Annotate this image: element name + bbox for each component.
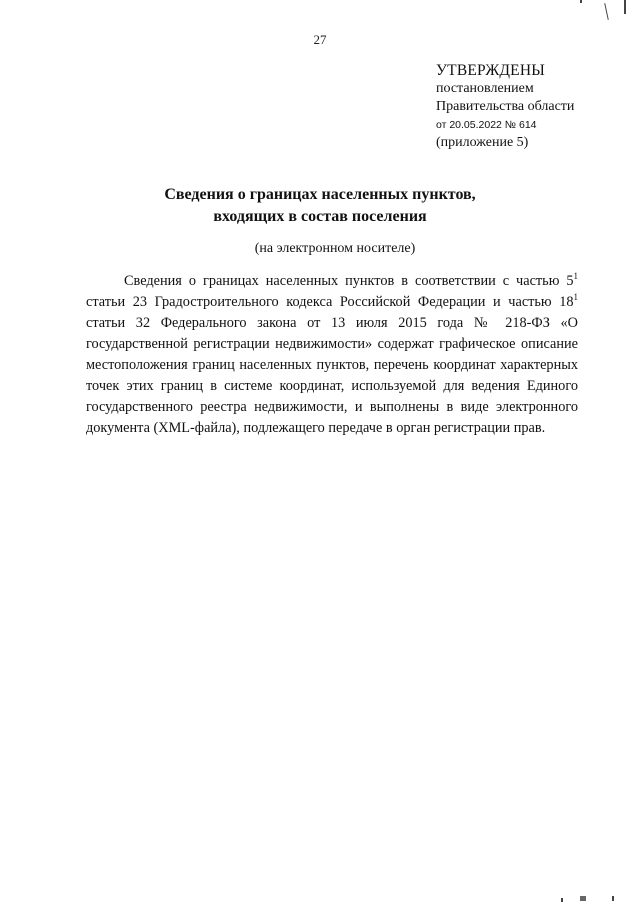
body-paragraph bbox=[86, 271, 578, 439]
approval-date-number: от 20.05.2022 № 614 bbox=[436, 119, 537, 131]
body-text-part-3: статьи 32 Федерального закона от 13 июля 2015 года № 218-ФЗ «О государственной регистрации недвижимости» содержат графическое описание местоположения границ населенных пунктов, перечень координат характерных точек этих границ в системе координат, используемой для ведения Единого государственного реестра недвижимости, и выполнены в виде электронного документа (XML-файла), подлежащего передаче в орган регистрации прав. bbox=[86, 315, 578, 436]
scan-mark-top-right-1 bbox=[604, 3, 609, 20]
approval-government: Правительства области bbox=[436, 99, 575, 114]
superscript-1: 1 bbox=[573, 271, 578, 282]
approval-block bbox=[436, 62, 626, 152]
scan-mark-bottom-3 bbox=[612, 896, 614, 901]
title-line-2: входящих в состав поселения bbox=[213, 208, 427, 225]
scan-mark-bottom-2 bbox=[580, 896, 586, 901]
approval-appendix: (приложение 5) bbox=[436, 135, 529, 150]
body-text-part-2: статьи 23 Градостроительного кодекса Российской Федерации и частью 18 bbox=[86, 294, 574, 310]
body-text-part-1: Сведения о границах населенных пунктов в соответствии с частью 5 bbox=[124, 273, 574, 289]
scan-mark-top-right-3 bbox=[580, 0, 582, 3]
approval-heading: УТВЕРЖДЕНЫ bbox=[436, 62, 545, 79]
document-title bbox=[0, 184, 640, 228]
scan-mark-top-right-2 bbox=[624, 0, 626, 14]
superscript-2: 1 bbox=[573, 292, 578, 303]
page-number: 27 bbox=[313, 32, 327, 47]
approval-resolution: постановлением bbox=[436, 81, 534, 96]
title-line-1: Сведения о границах населенных пунктов, bbox=[164, 186, 476, 203]
document-subtitle: (на электронном носителе) bbox=[254, 241, 416, 256]
scan-mark-bottom-1 bbox=[561, 898, 563, 902]
